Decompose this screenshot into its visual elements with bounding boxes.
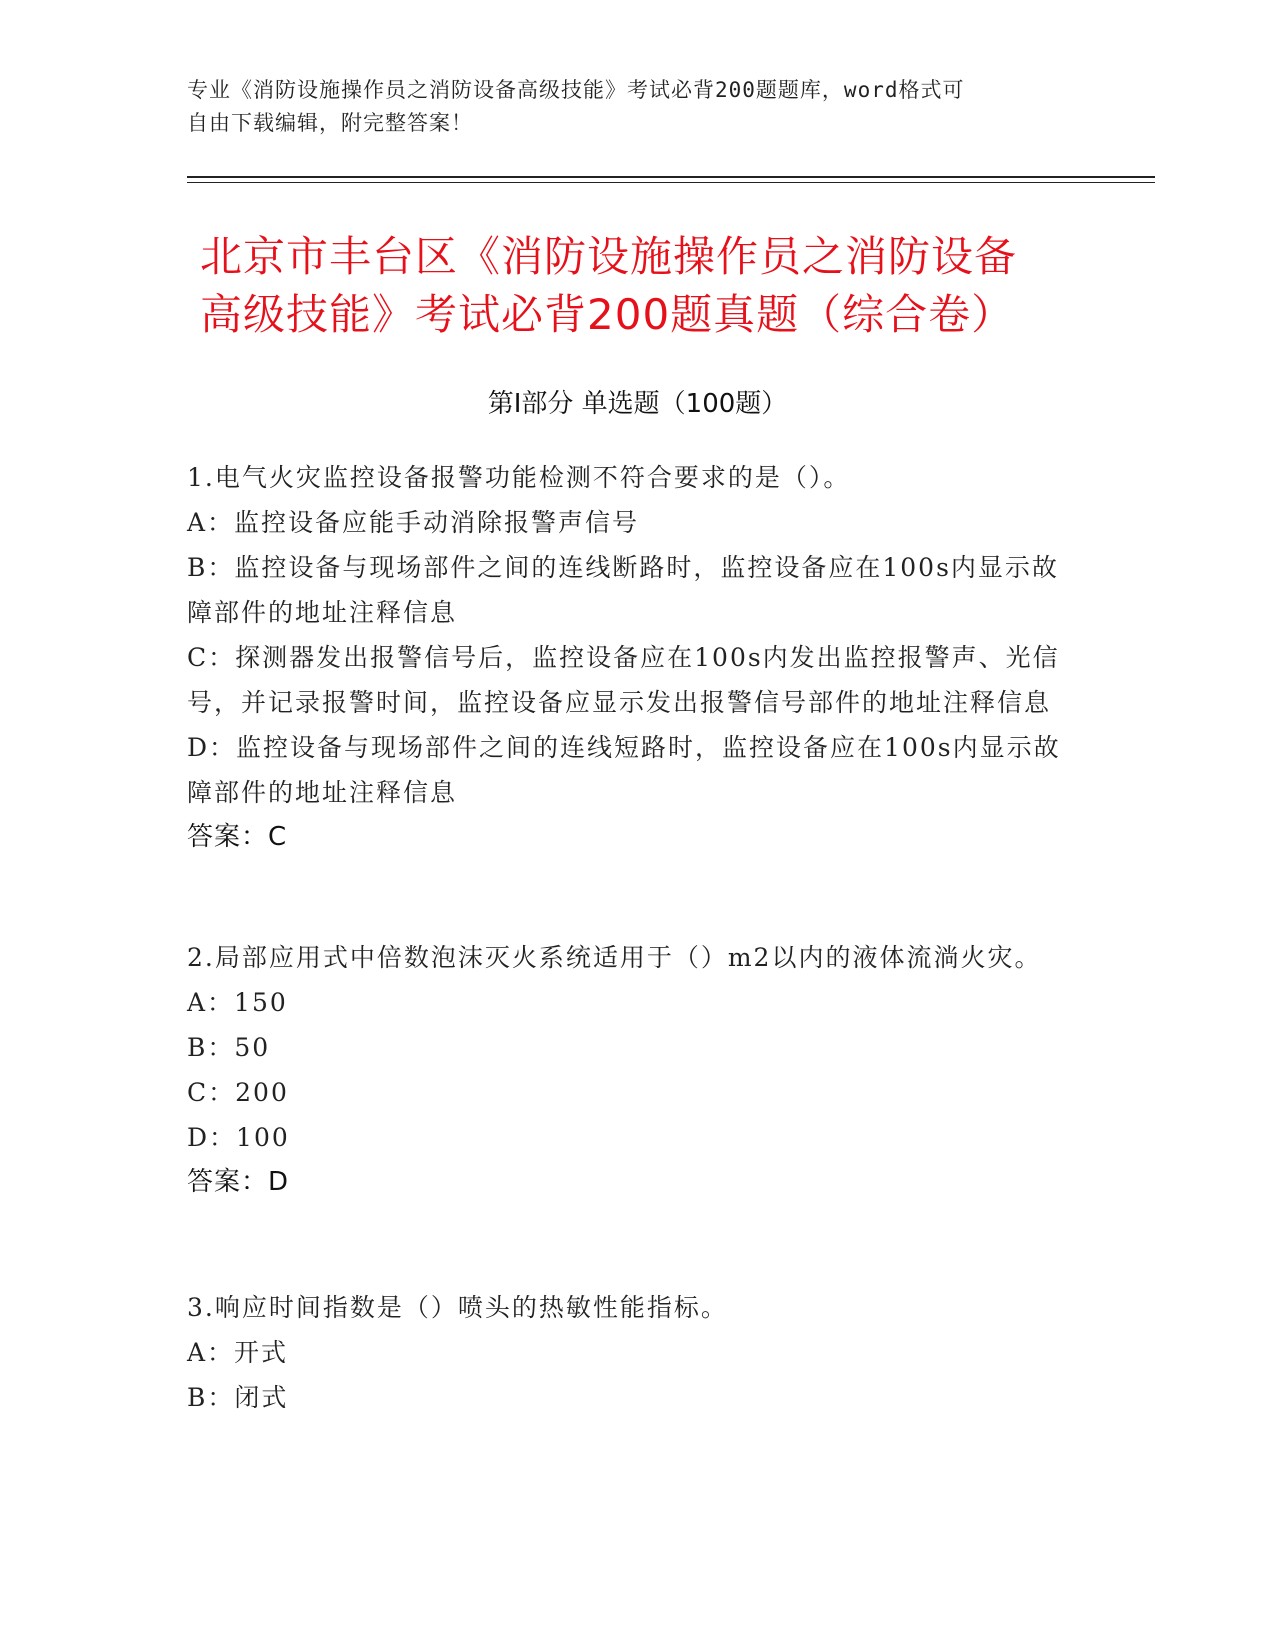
answer: 答案：C	[187, 822, 288, 852]
question-stem: 1.电气火灾监控设备报警功能检测不符合要求的是（）。	[187, 463, 851, 492]
option-c: C：200	[187, 1078, 289, 1107]
option-c: C：探测器发出报警信号后，监控设备应在100s内发出监控报警声、光信号，并记录报警时间，监控设备应显示发出报警信号部件的地址注释信息	[187, 643, 1060, 717]
section-heading: 第Ⅰ部分 单选题（100题）	[487, 389, 788, 419]
question-3	[187, 1285, 1077, 1420]
option-a: A：监控设备应能手动消除报警声信号	[187, 508, 640, 537]
option-d: D：监控设备与现场部件之间的连线短路时，监控设备应在100s内显示故障部件的地址注释信息	[187, 733, 1061, 807]
option-b: B：50	[187, 1033, 271, 1062]
document-title-line-1: 北京市丰台区《消防设施操作员之消防设备	[200, 232, 1018, 281]
question-2	[187, 935, 1077, 1205]
option-a: A：开式	[187, 1338, 289, 1367]
option-b: B：闭式	[187, 1383, 289, 1412]
document-title-line-2: 高级技能》考试必背200题真题（综合卷）	[200, 290, 1015, 339]
option-b: B：监控设备与现场部件之间的连线断路时，监控设备应在100s内显示故障部件的地址注释信息	[187, 553, 1059, 627]
question-1	[187, 455, 1077, 860]
header-note	[187, 74, 1067, 140]
option-d: D：100	[187, 1123, 290, 1152]
option-a: A：150	[187, 988, 288, 1017]
question-stem: 3.响应时间指数是（）喷头的热敏性能指标。	[187, 1293, 728, 1322]
header-note-line-1: 专业《消防设施操作员之消防设备高级技能》考试必背200题题库，word格式可	[187, 78, 965, 102]
header-note-line-2: 自由下载编辑，附完整答案！	[187, 111, 473, 135]
answer: 答案：D	[187, 1167, 290, 1197]
question-stem: 2.局部应用式中倍数泡沫灭火系统适用于（）m2以内的液体流淌火灾。	[187, 943, 1042, 972]
header-divider-thick	[187, 176, 1155, 178]
document-title	[200, 228, 1100, 344]
header-divider-thin	[187, 182, 1155, 183]
